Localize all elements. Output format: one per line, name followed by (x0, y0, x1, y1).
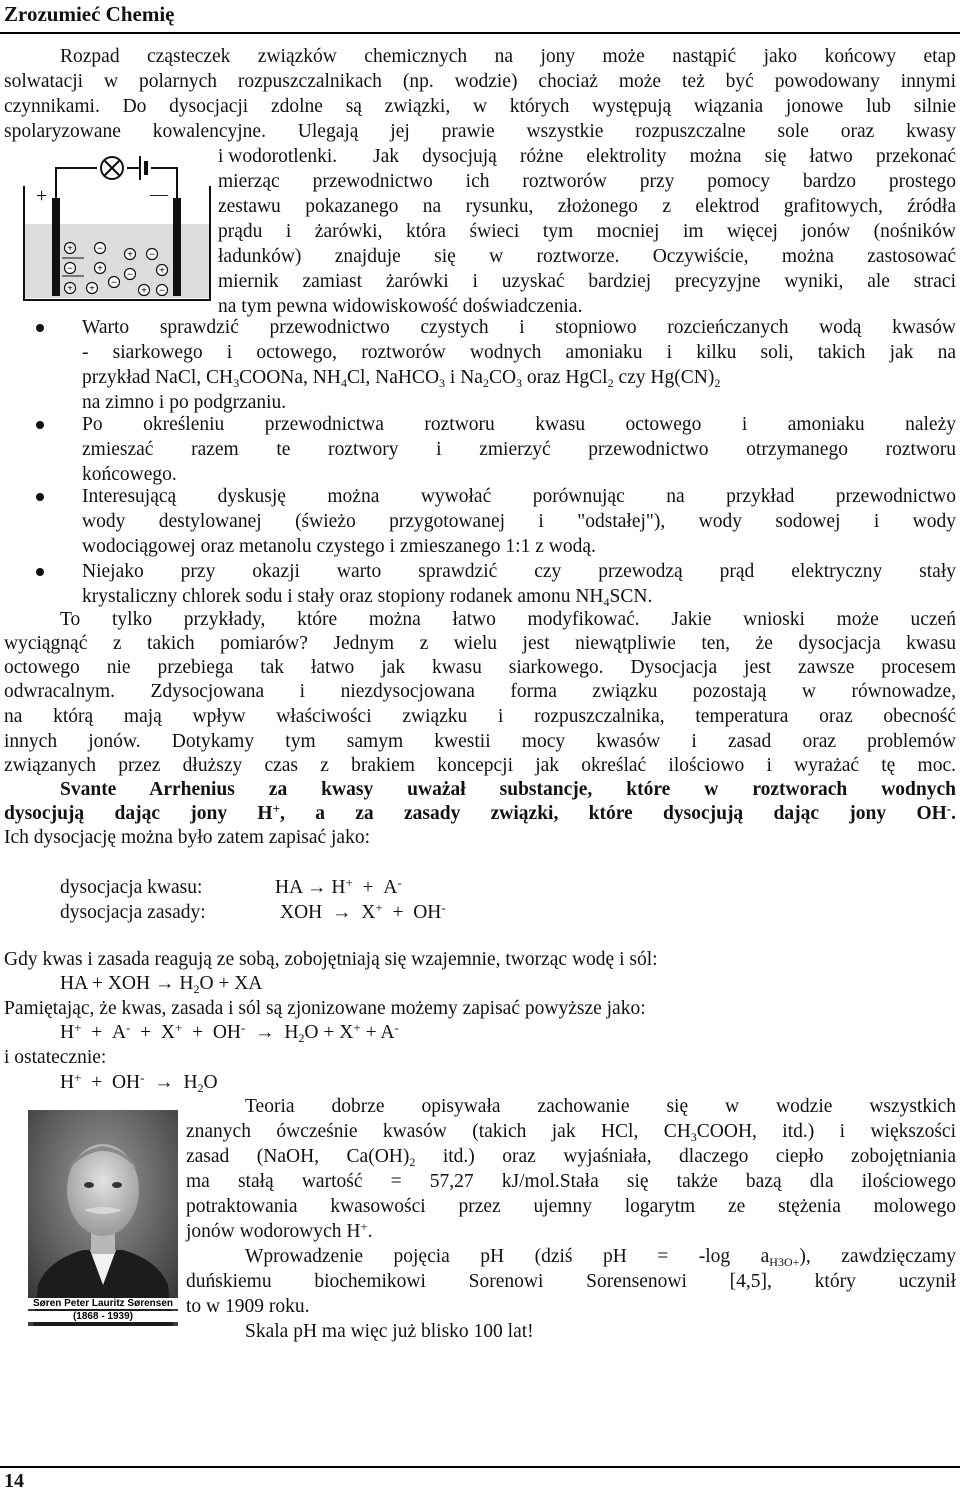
paragraph-2-line: prądu i żarówki, która świeci tym mocniej im więcej jonów (nośników (218, 221, 956, 242)
paragraph-3-line: To tylko przykłady, które można łatwo modyfikować. Jakie wnioski może uczeń (60, 609, 956, 630)
page-header-title: Zrozumieć Chemię (4, 2, 175, 26)
bullet-icon (36, 493, 44, 501)
paragraph-9-line: to w 1909 roku. (186, 1296, 310, 1317)
paragraph-1-line: spolaryzowane kowalencyjne. Ulegają jej prawie wszystkie rozpuszczalne sole oraz kwasy (4, 121, 956, 142)
ion-charge-sign: − (97, 243, 103, 255)
bullet-4-line: Niejako przy okazji warto sprawdzić czy przewodzą prąd elektryczny stały (82, 561, 956, 582)
portrait-image (28, 1110, 178, 1326)
bullet-2-line: końcowego. (82, 464, 177, 485)
ion-charge-sign: − (149, 249, 155, 261)
page-number: 14 (4, 1470, 24, 1492)
bullet-icon (36, 421, 44, 429)
neutralization-equation: HA + XOH → $H_2O$ + XA (60, 973, 263, 996)
bullet-1-line: na zimno i po podgrzaniu. (82, 392, 287, 413)
paragraph-2-line: zestawu pokazanego na rysunku, złożonego z elektrod grafitowych, źródła (218, 196, 956, 217)
ion-charge-sign: − (159, 285, 165, 297)
paragraph-3-line: na którą mają wpływ właściwości związku i rozpuszczalnika, temperatura oraz obecność (4, 706, 956, 727)
base-dissociation-label: dysocjacja zasady: (60, 902, 206, 923)
bullet-icon (36, 568, 44, 576)
acid-dissociation-label: dysocjacja kwasu: (60, 877, 203, 898)
reaction-arrow-icon: → (154, 973, 175, 994)
footer-rule (0, 1466, 960, 1468)
anode-electrode (52, 198, 60, 296)
paragraph-8-line: jonów wodorowych H+. (186, 1219, 373, 1242)
ion-charge-sign: + (67, 243, 73, 255)
paragraph-1-line: solwatacji w polarnych rozpuszczalnikach (np. wodzie) chociaż może też być powodowany innymi (4, 71, 956, 92)
bullet-1-formula-line: przykład NaCl, $CH_3COONa$, $NH_4Cl$, NaHCO$_3$ i $Na_2CO_3$ oraz HgCl$_2$ czy $Hg(CN)_2$ (82, 367, 721, 390)
conductivity-apparatus-figure (22, 150, 212, 302)
paragraph-8-line: potraktowania kwasowości przez ujemny logarytm ze stężenia molowego (186, 1196, 956, 1217)
paragraph-9-line: duńskiemu biochemikowi Sorenowi Sorensenowi [4,5], który uczynił (186, 1271, 956, 1292)
paragraph-2-line: na tym pewna widowiskowość doświadczenia. (218, 296, 583, 317)
bullet-3-line: Interesującą dyskusję można wywołać porównując na przykład przewodnictwo (82, 486, 956, 507)
ion-charge-sign: − (111, 277, 117, 289)
base-dissociation-equation: XOH → X+ + OH- (280, 900, 446, 923)
ion-charge-sign: − (67, 263, 73, 275)
ion-charge-sign: + (97, 263, 103, 275)
paragraph-2-line: mierząc przewodnictwo ich roztworów przy pomocy bardzo prostego (218, 171, 956, 192)
paragraph-2-line: ładunków) znajduje się w roztworze. Oczywiście, można zastosować (218, 246, 956, 267)
paragraph-2-line: Jak dysocjują różne elektrolity można się łatwo przekonać (373, 146, 956, 167)
paragraph-1-line: i wodorotlenki. (218, 146, 338, 167)
sorensen-portrait-photo (28, 1110, 178, 1326)
paragraph-3-line: innych jonów. Dotykamy tym samym kwestii mocy kwasów i zasad oraz problemów (4, 731, 956, 752)
ion-charge-sign: + (89, 283, 95, 295)
photo-caption-name: Søren Peter Lauritz Sørensen (28, 1298, 178, 1309)
ion-charge-sign: + (67, 283, 73, 295)
ion-charge-sign: + (141, 285, 147, 297)
paragraph-8-line: Teoria dobrze opisywała zachowanie się w wodzie wszystkich (245, 1096, 956, 1117)
bullet-icon (36, 324, 44, 332)
bulb-icon (101, 157, 123, 179)
paragraph-3-line: związanych przez dłuższy czas z brakiem koncepcji jak określać ilościowo i wyrażać tę moc. (4, 755, 956, 776)
minus-terminal-label: — (150, 184, 168, 204)
arrhenius-definition-line: Svante Arrhenius za kwasy uważał substancje, które w roztworach wodnych (60, 779, 956, 800)
paragraph-8-line: zasad (NaOH, $Ca(OH)_2$ itd.) oraz wyjaśniała, dlaczego ciepło zobojętniania (186, 1146, 957, 1169)
ionic-equation: $H^+ + A^- + X^+ + OH^- \to H_2O + X^+ + A^-$ (60, 1020, 399, 1045)
paragraph-3-line: odwracalnym. Zdysocjowana i niezdysocjowana forma związku pozostają w równowadze, (4, 681, 956, 702)
paragraph-8-line: znanych ówcześnie kwasów (takich jak HCl, $CH_3COOH$, itd.) i większości (186, 1121, 956, 1144)
paragraph-5: Gdy kwas i zasada reagują ze sobą, zobojętniają się wzajemnie, tworząc wodę i sól: (4, 949, 658, 970)
paragraph-8-line: ma stałą wartość = 57,27 kJ/mol.Stała się także bazą dla ilościowego (186, 1171, 956, 1192)
paragraph-1-line: czynnikami. Do dysocjacji zdolne są związki, w których występują wiązania jonowe lub silnie (4, 96, 956, 117)
ion-charge-sign: + (159, 265, 165, 277)
bullet-3-line: wody destylowanej (świeżo przygotowanej i "odstałej"), wody sodowej i wody (82, 511, 956, 532)
net-ionic-equation: $H^+ + OH^- \to H_2O$ (60, 1070, 218, 1095)
photo-caption-years: (1868 - 1939) (28, 1311, 178, 1322)
paragraph-10: Skala pH ma więc już blisko 100 lat! (245, 1321, 534, 1342)
paragraph-2-line: miernik zamiast żarówki i uzyskać bardziej precyzyjne wyniki, ale straci (218, 271, 956, 292)
acid-dissociation-equation: HA → H+ + A- (275, 875, 402, 898)
cathode-electrode (173, 198, 181, 296)
battery-icon (140, 156, 146, 180)
bullet-1-line: Warto sprawdzić przewodnictwo czystych i stopniowo rozcieńczanych wodą kwasów (82, 317, 956, 338)
paragraph-4-line: Ich dysocjację można było zatem zapisać jako: (4, 827, 371, 848)
paragraph-1-line: Rozpad cząsteczek związków chemicznych na jony może nastąpić jako końcowy etap (60, 46, 956, 67)
reaction-arrow-icon: → (255, 1022, 275, 1043)
ion-charge-sign: + (127, 249, 133, 261)
bullet-2-line: Po określeniu przewodnictwa roztworu kwasu octowego i amoniaku należy (82, 414, 956, 435)
bullet-3-line: wodociągowej oraz metanolu czystego i zmieszanego 1:1 z wodą. (82, 536, 596, 557)
bullet-4-formula-line: krystaliczny chlorek sodu i stały oraz stopiony rodanek amonu $NH_4SCN$. (82, 586, 653, 609)
reaction-arrow-icon: → (306, 877, 327, 898)
bullet-1-line: - siarkowego i octowego, roztworów wodnych amoniaku i kilku soli, takich jak na (82, 342, 956, 363)
paragraph-7: i ostatecznie: (4, 1047, 107, 1068)
reaction-arrow-icon: → (154, 1072, 174, 1093)
ion-charge-sign: − (127, 269, 133, 281)
paragraph-6: Pamiętając, że kwas, zasada i sól są zjonizowane możemy zapisać powyższe jako: (4, 998, 646, 1019)
bullet-2-line: zmieszać razem te roztwory i zmierzyć przewodnictwo otrzymanego roztworu (82, 439, 956, 460)
plus-terminal-label: + (36, 185, 48, 207)
header-rule (0, 32, 960, 34)
arrhenius-definition-line: dysocjują dając jony H+, a za zasady związki, które dysocjują dając jony OH-. (4, 801, 957, 824)
reaction-arrow-icon: → (332, 902, 352, 923)
paragraph-3-line: wyciągnąć z takich pomiarów? Jednym z wielu jest niewątpliwie ten, że dysocjacja kwasu (4, 633, 956, 654)
paragraph-9-line: Wprowadzenie pojęcia pH (dziś pH = -log $a_{H3O+}$), zawdzięczamy (245, 1246, 957, 1269)
paragraph-3-line: octowego nie przebiega tak łatwo jak kwasu siarkowego. Dysocjacja jest zawsze procesem (4, 657, 956, 678)
